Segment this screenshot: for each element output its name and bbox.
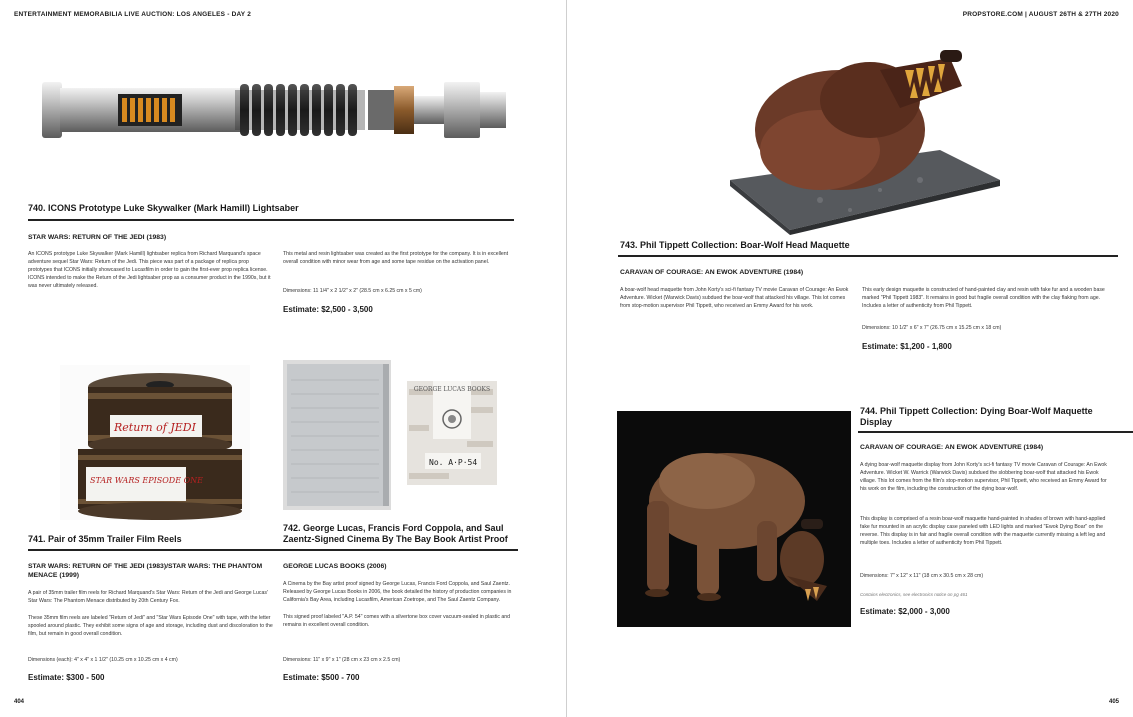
lot-744-rule — [858, 431, 1133, 433]
lightsaber-photo — [30, 60, 522, 160]
reel-label-1: Return of JEDI — [114, 421, 196, 434]
lot-742-condition: This signed proof labeled "A.P. 54" comes with a silvertone box cover vacuum-sealed in plastic and remains in excellent overall condition. — [283, 614, 511, 628]
lot-743-dimensions: Dimensions: 10 1/2" x 6" x 7" (26.75 cm x 15.25 cm x 18 cm) — [862, 325, 1002, 331]
lot-740-subtitle: STAR WARS: RETURN OF THE JEDI (1983) — [28, 234, 167, 241]
lot-741-subtitle: STAR WARS: RETURN OF THE JEDI (1983)/STAR WARS: THE PHANTOM MENACE (1999) — [28, 563, 263, 579]
book-box-photo — [283, 360, 391, 510]
reel-label-2: STAR WARS EPISODE ONE — [90, 476, 203, 485]
page-spine — [566, 0, 567, 717]
lot-743-rule — [618, 255, 1118, 257]
lot-741-description: A pair of 35mm trailer film reels for Richard Marquand's Star Wars: Return of the Jedi and George Lucas' Star Wars: The Phantom Menace distributed by 20th Century Fox. — [28, 590, 268, 604]
lot-741-rule — [28, 549, 518, 551]
lot-741-dimensions: Dimensions (each): 4" x 4" x 1 1/2" (10.25 cm x 10.25 cm x 4 cm) — [28, 657, 178, 663]
lot-743-title: 743. Phil Tippett Collection: Boar-Wolf Head Maquette — [620, 240, 850, 250]
lot-742-dimensions: Dimensions: 11" x 9" x 1" (28 cm x 23 cm x 2.5 cm) — [283, 657, 401, 663]
lot-740-rule — [28, 219, 514, 221]
lot-744-title: 744. Phil Tippett Collection: Dying Boar-Wolf Maquette Display — [860, 406, 1093, 427]
lot-742-title: 742. George Lucas, Francis Ford Coppola, and Saul Zaentz-Signed Cinema By The Bay Book Artist Proof — [283, 523, 508, 544]
film-reels-photo — [60, 365, 250, 520]
dying-boar-wolf-photo — [617, 411, 851, 627]
book-logo-text: GEORGE LUCAS BOOKS — [413, 386, 491, 393]
lot-743-condition: This early design maquette is constructed of hand-painted clay and resin with fake fur and a wooden base marked "Phil Tippett 1983". It remains in good but fragile overall condition with the clay flaking from age. Includes a letter of authenticity from Phil Tippett. — [862, 287, 1105, 309]
lot-741-title: 741. Pair of 35mm Trailer Film Reels — [28, 534, 182, 544]
lot-744-dimensions: Dimensions: 7" x 12" x 11" (18 cm x 30.5 cm x 28 cm) — [860, 573, 984, 579]
lot-742-subtitle: GEORGE LUCAS BOOKS (2006) — [283, 563, 387, 570]
lot-742-description: A Cinema by the Bay artist proof signed by George Lucas, Francis Ford Coppola, and Saul Zaentz. Released by George Lucas Books in 2006, the book detailed the history of production companies in California's Bay Area, including Lucasfilm, American Zoetrope, and The Saul Zaentz Company. — [283, 581, 512, 603]
lot-744-electronics-note: Contains electronics, see electronics notice on pg 461 — [860, 592, 968, 597]
lot-744-estimate: Estimate: $2,000 - 3,000 — [860, 607, 950, 616]
right-page-number: 405 — [1108, 699, 1119, 705]
lot-740-estimate: Estimate: $2,500 - 3,500 — [283, 305, 373, 314]
left-page-number: 404 — [14, 699, 25, 705]
book-detail-photo — [407, 381, 497, 485]
lot-740-description: An ICONS prototype Luke Skywalker (Mark Hamill) lightsaber replica from Richard Marquand's space adventure sequel Star Wars: Return of the Jedi. This piece was part of a package of replica prop prototypes that ICONS initially showcased to Lucasfilm in order to gain the first-ever prop replica license. ICONS intended to make the Return of the Jedi lightsaber prop as a consumer product in the 1990s, but it was never ultimately released. — [28, 251, 271, 289]
lot-743-estimate: Estimate: $1,200 - 1,800 — [862, 342, 952, 351]
boar-wolf-head-photo — [700, 30, 1010, 235]
lot-743-subtitle: CARAVAN OF COURAGE: AN EWOK ADVENTURE (1984) — [620, 269, 804, 276]
lot-744-condition: This display is comprised of a resin boar-wolf maquette hand-painted in shades of brown with hand-applied fake fur mounted in an acrylic display case paneled with LED lights and marked "Ewok Dying Boar" on the reverse. This display is in fair and fragile overall condition with the maquette currently missing a left leg and multiple toes. Includes a letter of authenticity from Phil Tippett. — [860, 516, 1106, 546]
lot-741-condition: These 35mm film reels are labeled "Return of Jedi" and "Star Wars Episode One" with tape, with the letter spooled around plastic. They exhibit some signs of age and storage, including dust and discoloration to the film, but remain in good overall condition. — [28, 615, 273, 637]
lot-743-description: A boar-wolf head maquette from John Korty's sci-fi fantasy TV movie Caravan of Courage: An Ewok Adventure. Wicket (Warwick Davis) subdued the boar-wolf that attacked his village. This lot comes from stop-motion supervisor Phil Tippett, who received an Emmy Award for his work. — [620, 287, 849, 309]
lot-740-title: 740. ICONS Prototype Luke Skywalker (Mark Hamill) Lightsaber — [28, 203, 299, 213]
lot-741-estimate: Estimate: $300 - 500 — [28, 673, 105, 682]
lot-744-description: A dying boar-wolf maquette display from John Korty's sci-fi fantasy TV movie Caravan of Courage: An Ewok Adventure. Wicket W. Warrick (Warwick Davis) subdued the slobbering boar-wolf that attacked his Ewok village. This lot comes from the film's stop-motion supervisor, Phil Tippett, who received an Emmy Award for his work on the film, including the construction of the dying boar-wolf. — [860, 462, 1107, 492]
left-running-header: ENTERTAINMENT MEMORABILIA LIVE AUCTION: LOS ANGELES - DAY 2 — [14, 11, 252, 18]
right-running-header: PROPSTORE.COM | AUGUST 26TH & 27TH 2020 — [962, 11, 1119, 18]
lot-742-estimate: Estimate: $500 - 700 — [283, 673, 360, 682]
lot-744-subtitle: CARAVAN OF COURAGE: AN EWOK ADVENTURE (1984) — [860, 444, 1044, 451]
lot-740-dimensions: Dimensions: 11 1/4" x 2 1/2" x 2" (28.5 cm x 6.25 cm x 5 cm) — [283, 288, 422, 294]
book-ap-number: No. A·P·54 — [429, 458, 478, 467]
lot-740-condition: This metal and resin lightsaber was created as the first prototype for the company. It is in excellent overall condition with minor wear from age and some tape residue on the activation panel. — [283, 251, 509, 265]
